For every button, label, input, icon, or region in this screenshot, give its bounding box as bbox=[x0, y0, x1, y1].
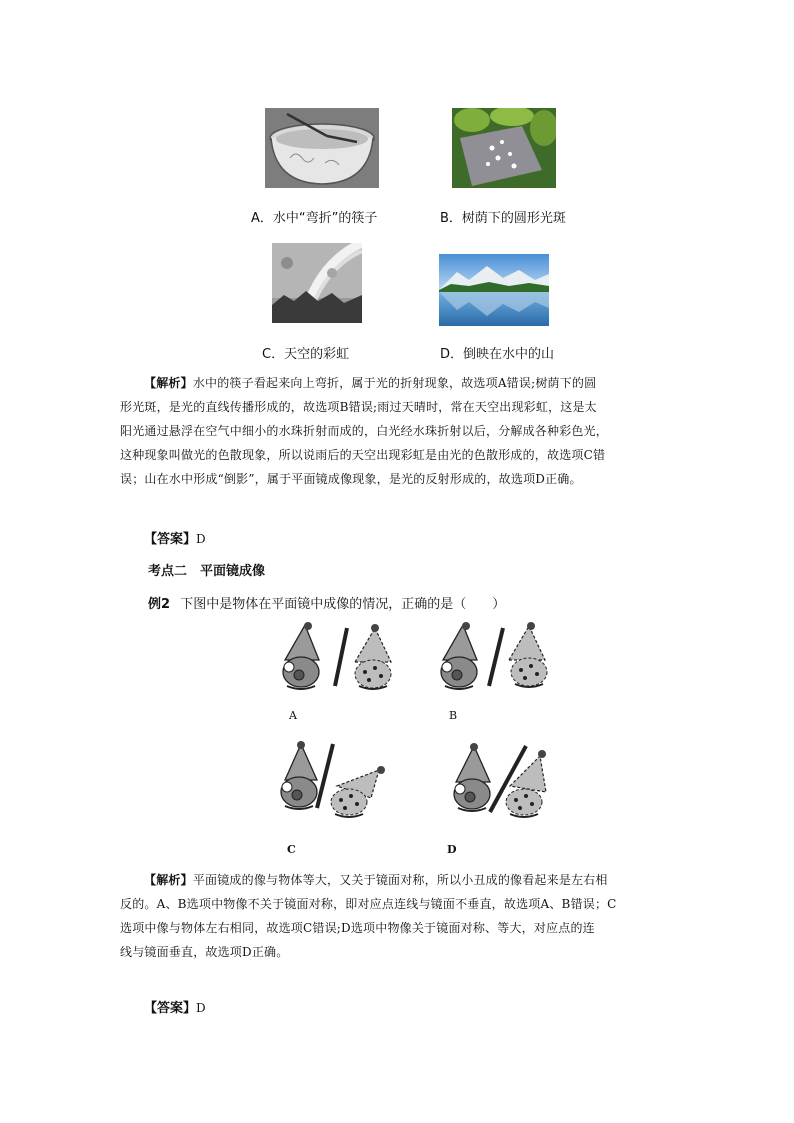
option-label-a: A bbox=[289, 709, 297, 722]
analysis-line: 形光斑，是光的直线传播形成的，故选项B错误;雨过天晴时，常在天空出现彩虹，这是太 bbox=[120, 400, 597, 414]
photo-circular-light-spots bbox=[452, 108, 556, 188]
analysis-1 bbox=[120, 371, 680, 491]
analysis-2 bbox=[120, 868, 680, 964]
figure-option-d bbox=[450, 742, 580, 822]
analysis-line: 平面镜成的像与物体等大，又关于镜面对称，所以小丑成的像看起来是左右相 bbox=[192, 873, 608, 887]
caption-option-c: C．天空的彩虹 bbox=[262, 347, 350, 362]
answer-label: 【答案】 bbox=[144, 1001, 197, 1016]
figure-option-c bbox=[275, 740, 405, 820]
analysis-line: 误；山在水中形成“倒影”，属于平面镜成像现象，是光的反射形成的，故选项D正确。 bbox=[120, 472, 582, 486]
analysis-label: 【解析】 bbox=[144, 873, 193, 887]
option-label-d: D bbox=[447, 843, 457, 856]
answer-2 bbox=[144, 997, 206, 1016]
figure-option-b bbox=[433, 620, 563, 690]
answer-label: 【答案】 bbox=[144, 532, 197, 547]
question-2 bbox=[148, 593, 505, 612]
answer-value: D bbox=[196, 532, 206, 546]
option-label-c: C bbox=[287, 843, 296, 856]
photo-mountain-reflection bbox=[439, 254, 549, 326]
analysis-line: 水中的筷子看起来向上弯折，属于光的折射现象，故选项A错误;树荫下的圆 bbox=[192, 376, 597, 390]
caption-option-a: A．水中“弯折”的筷子 bbox=[251, 211, 378, 226]
answer-1 bbox=[144, 528, 206, 547]
analysis-line: 选项中像与物体左右相同，故选项C错误;D选项中物像关于镜面对称、等大，对应点的连 bbox=[120, 921, 595, 935]
photo-chopsticks-in-water bbox=[265, 108, 379, 188]
analysis-label: 【解析】 bbox=[144, 376, 193, 390]
photo-rainbow bbox=[272, 243, 362, 323]
option-label-b: B bbox=[449, 709, 458, 722]
analysis-line: 反的。A、B选项中物像不关于镜面对称，即对应点连线与镜面不垂直，故选项A、B错误；C bbox=[120, 897, 617, 911]
analysis-line: 阳光通过悬浮在空气中细小的水珠折射而成的，白光经水珠折射以后，分解成各种彩色光， bbox=[120, 424, 609, 438]
caption-option-b: B．树荫下的圆形光斑 bbox=[440, 211, 566, 226]
caption-option-d: D．倒映在水中的山 bbox=[440, 347, 555, 362]
answer-value: D bbox=[196, 1001, 206, 1015]
section-title: 考点二 平面镜成像 bbox=[148, 564, 266, 579]
analysis-line: 这种现象叫做光的色散现象，所以说雨后的天空出现彩虹是由光的色散形成的，故选项C错 bbox=[120, 448, 606, 462]
analysis-line: 线与镜面垂直，故选项D正确。 bbox=[120, 945, 289, 959]
question-text: 下图中是物体在平面镜中成像的情况，正确的是（ ） bbox=[180, 597, 506, 612]
figure-option-a bbox=[275, 620, 405, 690]
example-label: 例2 bbox=[148, 597, 171, 612]
